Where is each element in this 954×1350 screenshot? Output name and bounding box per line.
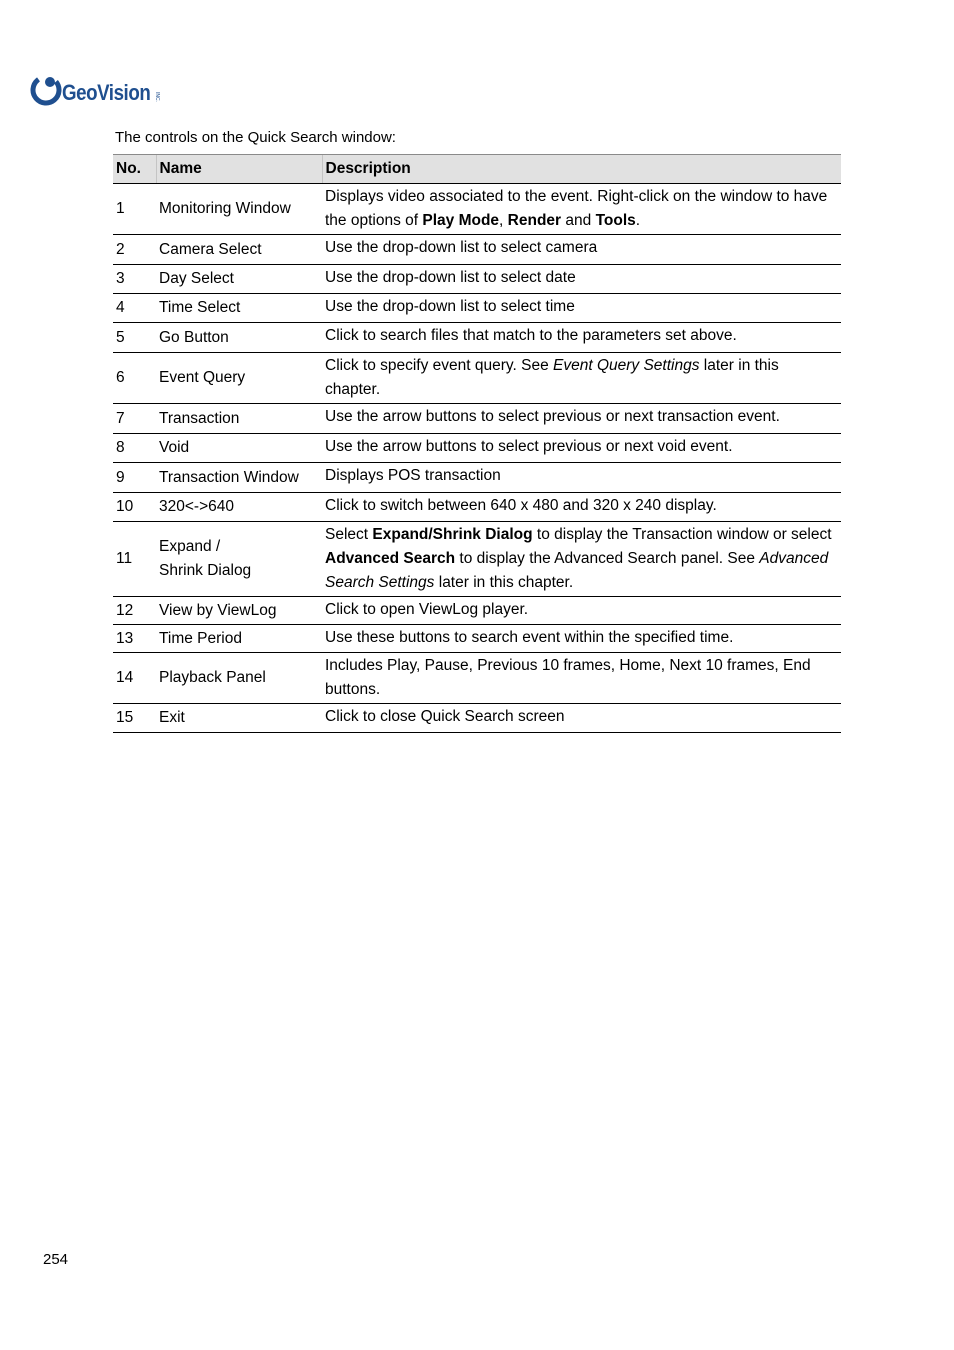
row-name [156,625,322,653]
table-body [113,184,841,733]
description-text: Click to close Quick Search screen [325,708,565,725]
intro-text: The controls on the Quick Search window: [115,129,396,146]
row-name-line: Event Query [159,369,246,386]
description-text: Includes Play, Pause, Previous 10 frames, Home, Next 10 frames, End buttons. [325,657,811,698]
row-name [156,597,322,625]
description-bold-term: Play Mode [422,212,500,229]
row-number: 5 [113,323,156,353]
row-name-line: 320<->640 [159,498,234,515]
row-number: 10 [113,493,156,522]
description-text: . [635,212,641,229]
table-header-row [113,155,841,184]
row-number: 14 [113,653,156,704]
row-name [156,323,322,353]
row-description [322,235,841,265]
description-text: Select [325,526,373,543]
row-name [156,184,322,235]
description-text: later in this chapter. [325,357,779,398]
row-name [156,522,322,597]
row-name-line: View by ViewLog [159,601,277,619]
row-description [322,404,841,434]
description-text: Use the arrow buttons to select previous or next transaction event. [325,408,780,425]
table-row [113,294,841,323]
description-italic-ref: Event Query Settings [553,357,700,374]
row-name-line: Exit [159,709,185,726]
row-number: 3 [113,265,156,294]
row-description [322,265,841,294]
description-text: Click to open ViewLog player. [325,601,529,618]
row-number: 8 [113,434,156,463]
row-description [322,625,841,653]
table-row [113,653,841,704]
brand-name: GeoVision [62,80,151,105]
brand-tm: INC. [153,92,160,102]
table-row [113,235,841,265]
row-name-line: Transaction [159,409,240,427]
row-name-line: Time Period [159,629,242,647]
header-name: Name [156,155,322,184]
description-text: to display the Advanced Search panel. See [455,550,760,567]
row-description [322,597,841,625]
row-number: 13 [113,625,156,653]
table-row [113,434,841,463]
row-description [322,704,841,733]
controls-table [113,154,841,733]
description-text: Use the drop-down list to select camera [325,239,598,256]
row-name [156,653,322,704]
description-bold-term: Advanced Search [325,550,456,567]
row-name-line: Playback Panel [159,669,266,686]
row-name [156,404,322,434]
description-text: Displays POS transaction [325,467,501,484]
table-row [113,353,841,404]
row-name-line: Shrink Dialog [159,562,252,579]
row-name-line: Time Select [159,299,241,316]
description-text: Use the drop-down list to select date [325,269,576,286]
row-name-line: Go Button [159,328,229,346]
row-name-line: Monitoring Window [159,200,291,217]
row-name [156,434,322,463]
row-number: 7 [113,404,156,434]
row-number: 9 [113,463,156,493]
row-number: 15 [113,704,156,733]
geovision-swirl-icon [30,73,64,107]
description-text: , [499,212,508,229]
row-description [322,294,841,323]
row-number: 4 [113,294,156,323]
table-row [113,323,841,353]
row-name-line: Day Select [159,270,234,287]
table-row [113,404,841,434]
table-row [113,184,841,235]
description-bold-term: Expand/Shrink Dialog [372,526,533,543]
header-no: No. [113,155,156,184]
row-number: 2 [113,235,156,265]
description-text: Displays video associated to the event. Right-click on the window to have the options of [325,188,828,229]
header-description: Description [322,155,841,184]
table-row [113,704,841,733]
row-number: 1 [113,184,156,235]
table-row [113,463,841,493]
row-name [156,353,322,404]
description-text: Use the drop-down list to select time [325,298,575,315]
row-description [322,493,841,522]
description-bold-term: Render [507,212,562,229]
table-row [113,493,841,522]
row-name [156,294,322,323]
description-text: Use these buttons to search event within the specified time. [325,629,734,646]
description-text: Click to specify event query. See [325,357,554,374]
row-name [156,704,322,733]
table-row [113,522,841,597]
description-text: later in this chapter. [434,574,574,591]
row-name-line: Camera Select [159,240,262,258]
description-text: Click to search files that match to the parameters set above. [325,327,737,344]
description-text: Click to switch between 640 x 480 and 320 x 240 display. [325,497,717,514]
row-name [156,265,322,294]
row-description [322,653,841,704]
row-description [322,353,841,404]
table-row [113,625,841,653]
table-row [113,265,841,294]
row-name [156,235,322,265]
table-row [113,597,841,625]
row-number: 12 [113,597,156,625]
description-text: Use the arrow buttons to select previous or next void event. [325,438,733,455]
description-bold-term: Tools [595,212,636,229]
row-description [322,522,841,597]
row-name-line: Expand / [159,538,221,555]
row-description [322,434,841,463]
row-name [156,493,322,522]
row-description [322,463,841,493]
description-text: to display the Transaction window or select [532,526,832,543]
row-description [322,323,841,353]
description-italic-ref: Advanced Search Settings [325,550,829,591]
row-number: 11 [113,522,156,597]
geovision-logo [30,72,160,108]
row-name [156,463,322,493]
row-number: 6 [113,353,156,404]
row-description [322,184,841,235]
page-number: 254 [43,1251,69,1268]
row-name-line: Void [159,439,190,456]
description-text: and [561,212,596,229]
row-name-line: Transaction Window [159,468,299,486]
